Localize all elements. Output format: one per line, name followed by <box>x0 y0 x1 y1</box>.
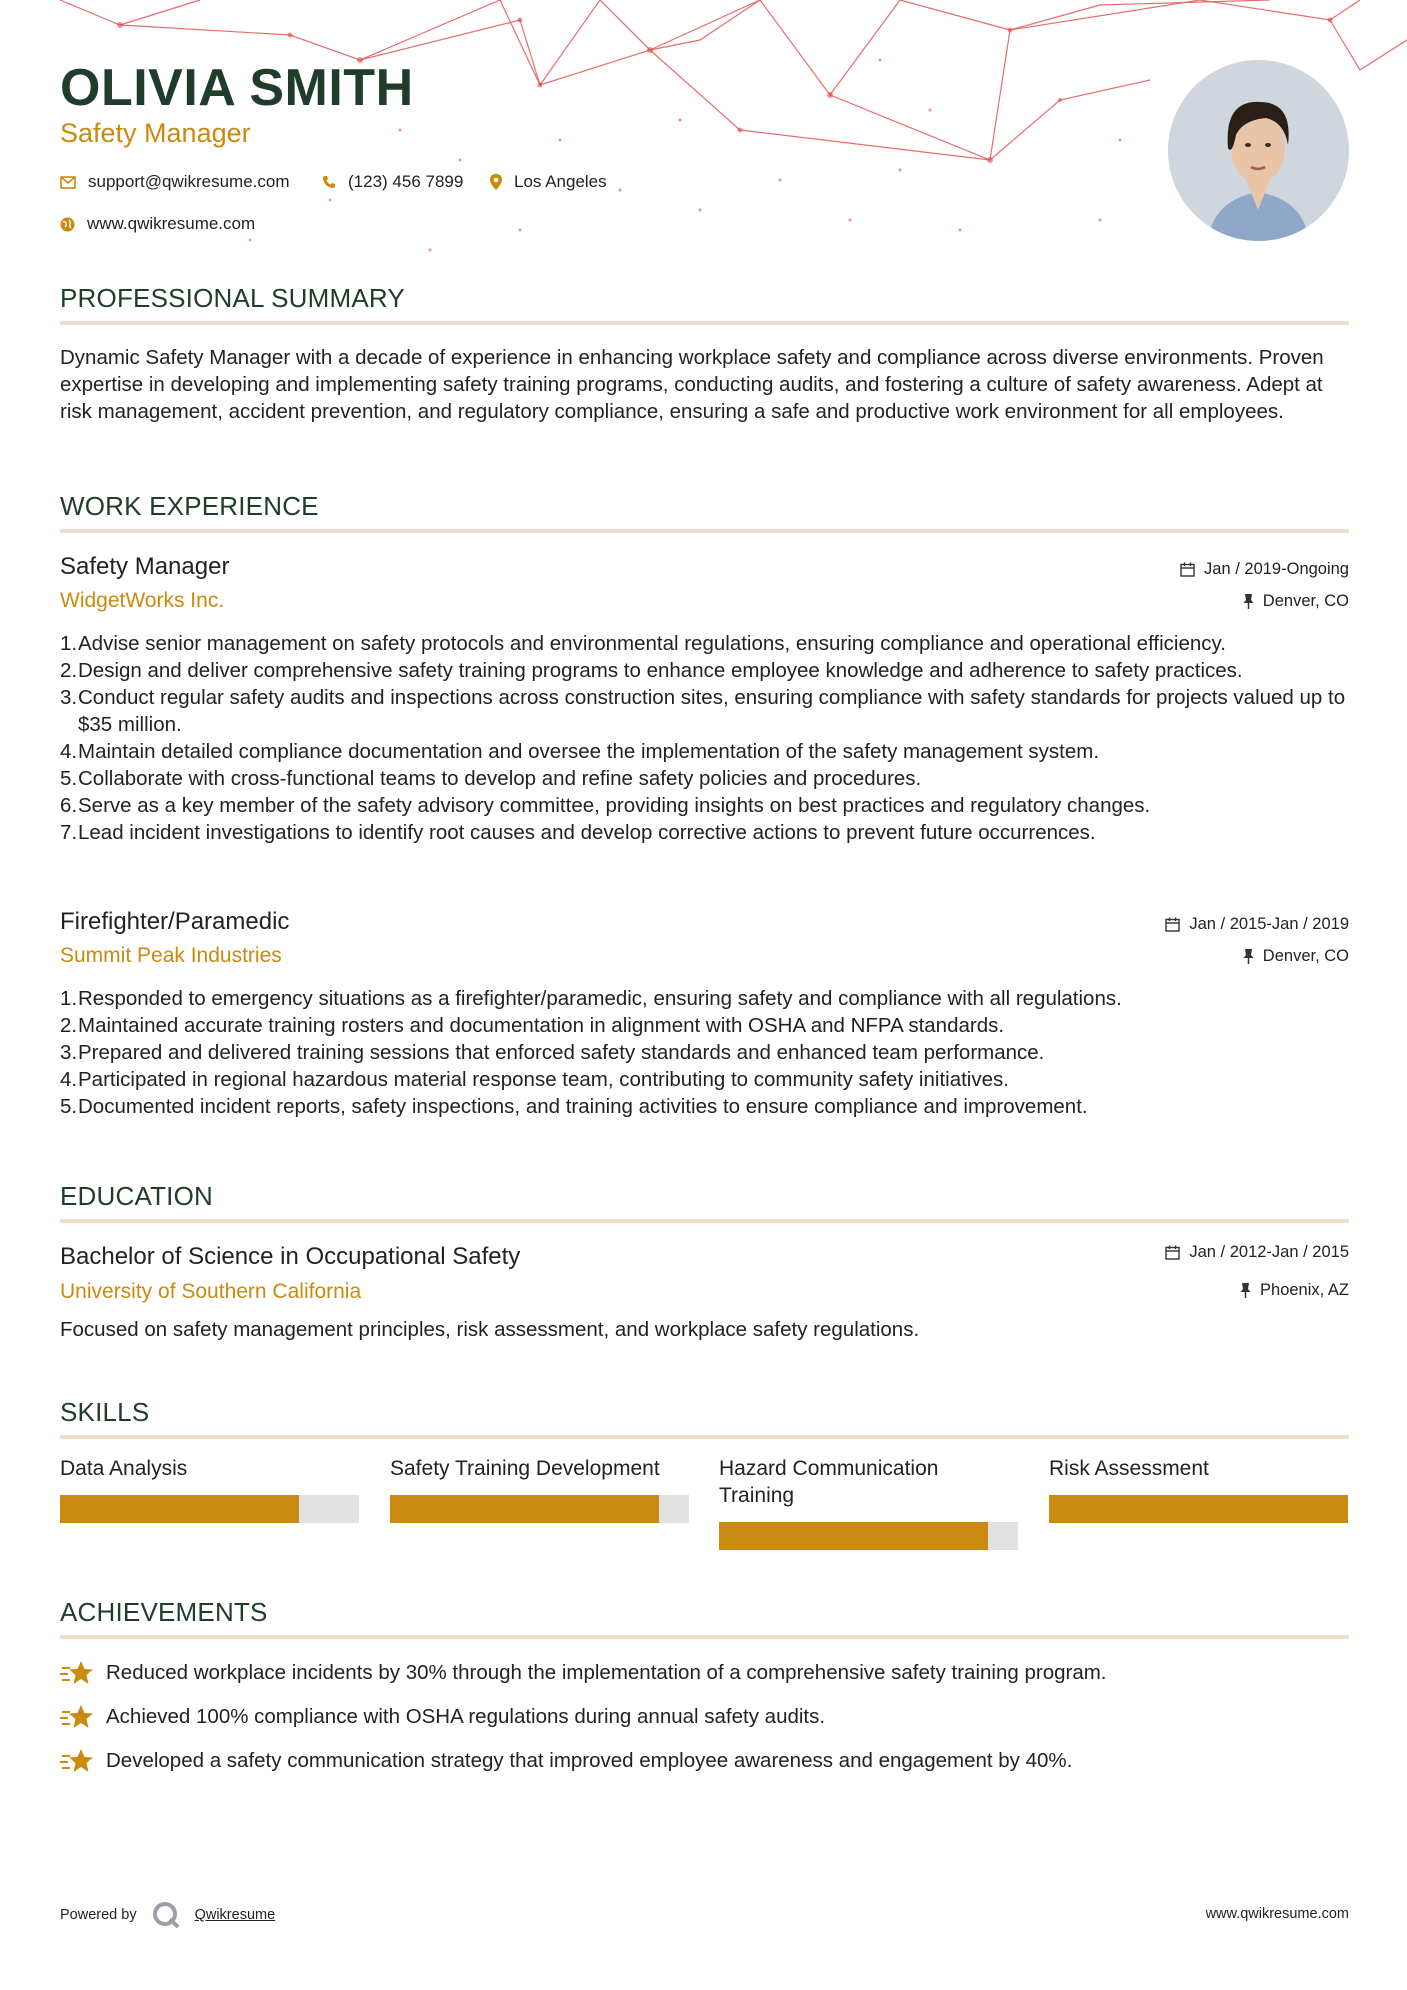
list-item: 2. Design and deliver comprehensive safety training programs to enhance employee knowledge and adherence to safety practices. <box>60 659 1243 682</box>
job-bullets <box>60 985 1349 1120</box>
job-location <box>1243 947 1349 966</box>
list-item: 1. Responded to emergency situations as a firefighter/paramedic, ensuring safety and compliance with all regulations. <box>60 987 1122 1010</box>
skill-bar <box>719 1522 1018 1550</box>
job-title: Safety Manager <box>60 553 230 580</box>
list-item: 3. Prepared and delivered training sessions that enforced safety standards and enhanced team performance. <box>60 1041 1045 1064</box>
candidate-role: Safety Manager <box>60 118 251 148</box>
job-bullets <box>60 630 1349 846</box>
list-item: 5. Documented incident reports, safety inspections, and training activities to ensure compliance and improvement. <box>60 1095 1088 1118</box>
achievement-item <box>60 1659 1107 1687</box>
job-company: WidgetWorks Inc. <box>60 589 225 612</box>
achievement-text: Achieved 100% compliance with OSHA regulations during annual safety audits. <box>106 1705 826 1728</box>
education-degree: Bachelor of Science in Occupational Safety <box>60 1243 521 1270</box>
section-divider <box>60 321 1349 325</box>
summary-text: Dynamic Safety Manager with a decade of experience in enhancing workplace safety and compliance across diverse environments. Proven expertise in developing and implementing safety training programs, conducting audits, and fostering a culture of safety awareness. Adept at risk management, accident prevention, and regulatory compliance, ensuring a safe and productive work environment for all employees. <box>60 346 1324 423</box>
list-item: 6. Serve as a key member of the safety advisory committee, providing insights on best practices and regulatory changes. <box>60 794 1151 817</box>
skill-bar-fill <box>719 1522 988 1550</box>
skill-bar-fill <box>60 1495 299 1523</box>
location-text: Los Angeles <box>514 172 607 191</box>
envelope-icon <box>60 176 76 189</box>
skill-name: Data Analysis <box>60 1457 188 1480</box>
avatar-image <box>1168 60 1349 241</box>
achievement-text: Developed a safety communication strategy that improved employee awareness and engagement by 40%. <box>106 1749 1073 1772</box>
skill-bar-fill <box>1049 1495 1348 1523</box>
skill-item <box>60 1455 359 1482</box>
pushpin-icon <box>1243 594 1254 609</box>
phone-icon <box>322 175 336 189</box>
email-text: support@qwikresume.com <box>88 172 290 191</box>
education-description: Focused on safety management principles, risk assessment, and workplace safety regulations. <box>60 1318 920 1341</box>
list-item: 7. Lead incident investigations to identify root causes and develop corrective actions to prevent future occurrences. <box>60 821 1096 844</box>
star-icon <box>60 1747 94 1775</box>
list-item: 4. Participated in regional hazardous material response team, contributing to community safety initiatives. <box>60 1068 1009 1091</box>
job-dates <box>1165 915 1349 934</box>
globe-icon <box>60 217 75 232</box>
skill-bar <box>390 1495 689 1523</box>
pushpin-icon <box>1240 1283 1251 1298</box>
skill-item <box>390 1455 689 1482</box>
qwikresume-logo-icon <box>151 1900 181 1930</box>
skill-item <box>719 1455 979 1509</box>
star-icon <box>60 1659 94 1687</box>
section-divider <box>60 529 1349 533</box>
contact-website[interactable] <box>60 214 255 234</box>
contact-email[interactable] <box>60 172 290 192</box>
section-title-skills: SKILLS <box>60 1397 150 1427</box>
section-title-experience: WORK EXPERIENCE <box>60 491 319 521</box>
skill-bar <box>60 1495 359 1523</box>
section-title-summary: PROFESSIONAL SUMMARY <box>60 283 405 313</box>
education-school: University of Southern California <box>60 1280 362 1303</box>
footer-website[interactable]: www.qwikresume.com <box>1205 1906 1349 1922</box>
section-divider <box>60 1219 1349 1223</box>
job-company: Summit Peak Industries <box>60 944 282 967</box>
job-location <box>1243 592 1349 611</box>
star-icon <box>60 1703 94 1731</box>
section-title-education: EDUCATION <box>60 1181 213 1211</box>
skill-name: Safety Training Development <box>390 1457 660 1480</box>
map-pin-icon <box>490 174 502 190</box>
calendar-icon <box>1180 562 1195 577</box>
skill-bar-fill <box>390 1495 659 1523</box>
skill-name: Risk Assessment <box>1049 1457 1209 1480</box>
pushpin-icon <box>1243 949 1254 964</box>
achievement-text: Reduced workplace incidents by 30% through the implementation of a comprehensive safety training program. <box>106 1661 1107 1684</box>
education-dates <box>1165 1243 1349 1262</box>
contact-phone[interactable] <box>322 172 463 192</box>
section-title-achievements: ACHIEVEMENTS <box>60 1597 268 1627</box>
education-location-text: Phoenix, AZ <box>1260 1281 1349 1299</box>
list-item: 1. Advise senior management on safety protocols and environmental regulations, ensuring compliance and operational efficiency. <box>60 632 1226 655</box>
job-location-text: Denver, CO <box>1262 592 1349 610</box>
education-location <box>1240 1281 1349 1300</box>
phone-text: (123) 456 7899 <box>348 172 464 191</box>
list-item: 5. Collaborate with cross-functional teams to develop and refine safety policies and procedures. <box>60 767 922 790</box>
website-text: www.qwikresume.com <box>87 214 256 233</box>
skill-item <box>1049 1455 1348 1482</box>
calendar-icon <box>1165 1245 1180 1260</box>
skill-bar <box>1049 1495 1348 1523</box>
list-item: 2. Maintained accurate training rosters and documentation in alignment with OSHA and NFPA standards. <box>60 1014 1005 1037</box>
achievement-item <box>60 1703 825 1731</box>
education-dates-text: Jan / 2012-Jan / 2015 <box>1189 1243 1349 1261</box>
footer-powered-by <box>60 1900 275 1930</box>
section-divider <box>60 1435 1349 1439</box>
job-location-text: Denver, CO <box>1262 947 1349 965</box>
list-item: 3. Conduct regular safety audits and inspections across construction sites, ensuring compliance with safety standards for projects valued up to $35 million. <box>60 686 1346 736</box>
skill-name: Hazard Communication Training <box>719 1457 939 1507</box>
contact-location <box>490 172 607 192</box>
candidate-name: OLIVIA SMITH <box>60 59 414 117</box>
job-dates-text: Jan / 2015-Jan / 2019 <box>1189 915 1349 933</box>
powered-by-text: Powered by <box>60 1907 137 1923</box>
qwikresume-link[interactable]: Qwikresume <box>194 1907 276 1923</box>
profile-photo <box>1168 60 1349 241</box>
list-item: 4. Maintain detailed compliance documentation and oversee the implementation of the safety management system. <box>60 740 1100 763</box>
achievement-item <box>60 1747 1072 1775</box>
job-dates <box>1180 560 1349 579</box>
job-dates-text: Jan / 2019-Ongoing <box>1204 560 1349 578</box>
section-divider <box>60 1635 1349 1639</box>
calendar-icon <box>1165 917 1180 932</box>
job-title: Firefighter/Paramedic <box>60 908 290 935</box>
